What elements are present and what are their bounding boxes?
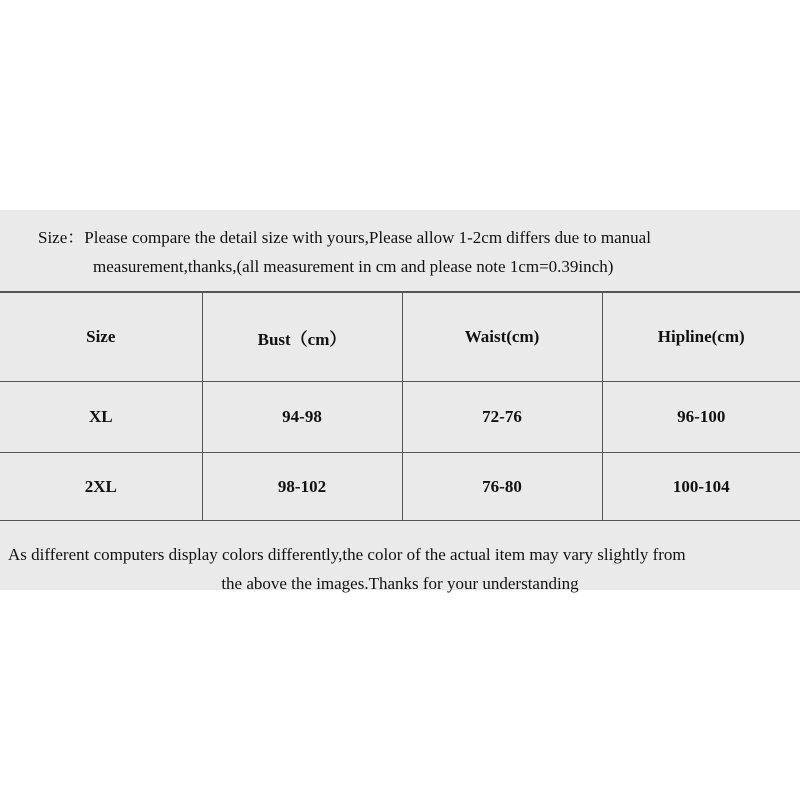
table-header-row: [0, 293, 800, 382]
intro-line-1: Size：Please compare the detail size with yours,Please allow 1-2cm differs due to manual: [38, 228, 651, 247]
header-bust: Bust（cm）: [202, 293, 402, 382]
cell-size: 2XL: [0, 453, 202, 521]
table-row: [0, 382, 800, 453]
cell-hipline: 100-104: [602, 453, 800, 521]
cell-bust: 94-98: [202, 382, 402, 453]
disclaimer-line-2: the above the images.Thanks for your understanding: [221, 574, 579, 593]
header-size: Size: [0, 293, 202, 382]
size-table: [0, 292, 800, 521]
intro-line-2: measurement,thanks,(all measurement in cm and please note 1cm=0.39inch): [93, 257, 614, 276]
cell-waist: 76-80: [402, 453, 602, 521]
header-waist: Waist(cm): [402, 293, 602, 382]
cell-size: XL: [0, 382, 202, 453]
cell-waist: 72-76: [402, 382, 602, 453]
color-disclaimer: [0, 520, 800, 593]
header-hipline: Hipline(cm): [602, 293, 800, 382]
cell-bust: 98-102: [202, 453, 402, 521]
table-row: [0, 453, 800, 521]
size-intro-note: [0, 210, 800, 292]
size-chart-sheet: [0, 210, 800, 593]
cell-hipline: 96-100: [602, 382, 800, 453]
disclaimer-line-1: As different computers display colors differently,the color of the actual item may vary slightly from: [8, 545, 686, 564]
